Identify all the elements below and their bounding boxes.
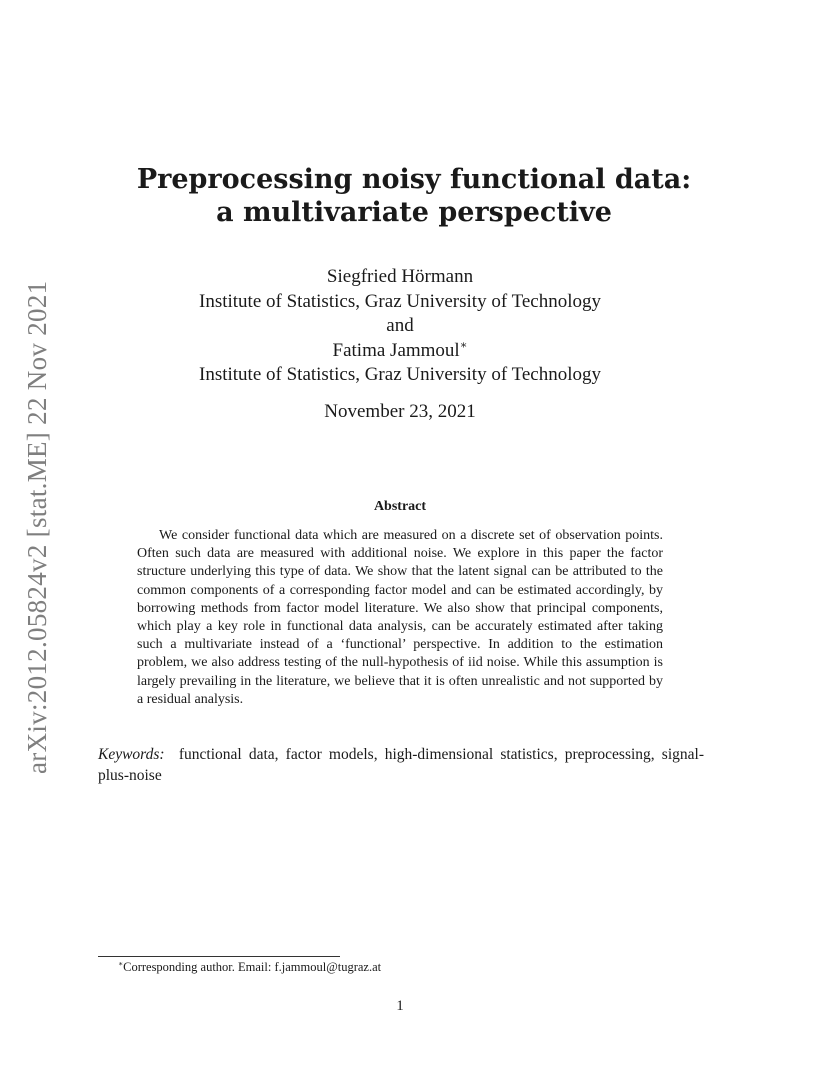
abstract-text: We consider functional data which are measured on a discrete set of observation points. Often such data are measured with additional noise. We explore in this paper the factor structure underlying this type of data. We show that the latent signal can be attributed to the common components of a corresponding factor model and can be estimated accordingly, by borrowing methods from factor model literature. We also show that principal components, which play a key role in functional data analysis, can be accurately estimated after taking such a multivariate instead of a ‘functional’ perspective. In addition to the estimation problem, we also address testing of the null-hypothesis of iid noise. While this assumption is largely prevailing in the literature, we believe that it is often unrealistic and not supported by a residual analysis. [137, 528, 663, 707]
paper-date: November 23, 2021 [324, 401, 476, 422]
abstract-heading: Abstract [373, 499, 427, 514]
author-1-name: Siegfried Hörmann [326, 266, 474, 287]
keywords [98, 744, 704, 786]
author-2-name: Fatima Jammoul [332, 339, 460, 361]
author-2 [0, 339, 800, 364]
author-2-affiliation: Institute of Statistics, Graz University of Technology [199, 364, 601, 385]
author-1-affiliation: Institute of Statistics, Graz University of Technology [199, 290, 601, 312]
footnote [118, 960, 381, 975]
footnote-text: Corresponding author. Email: f.jammoul@tugraz.at [123, 960, 382, 974]
keywords-label: Keywords: [98, 746, 165, 763]
title-line-2: a multivariate perspective [216, 197, 612, 228]
author-conjunction: and [386, 315, 414, 336]
paper-title [0, 163, 828, 229]
author-2-footnote-marker: ∗ [459, 339, 468, 352]
keywords-text: functional data, factor models, high-dimensional statistics, preprocessing, signal-plus-noise [98, 746, 704, 784]
arxiv-identifier: arXiv:2012.05824v2 [stat.ME] 22 Nov 2021 [22, 280, 52, 774]
footnote-divider [98, 956, 340, 957]
page-number: 1 [396, 998, 404, 1014]
title-line-1: Preprocessing noisy functional data: [136, 164, 692, 195]
footnote-marker: ∗ [118, 958, 124, 968]
author-block [0, 265, 800, 388]
